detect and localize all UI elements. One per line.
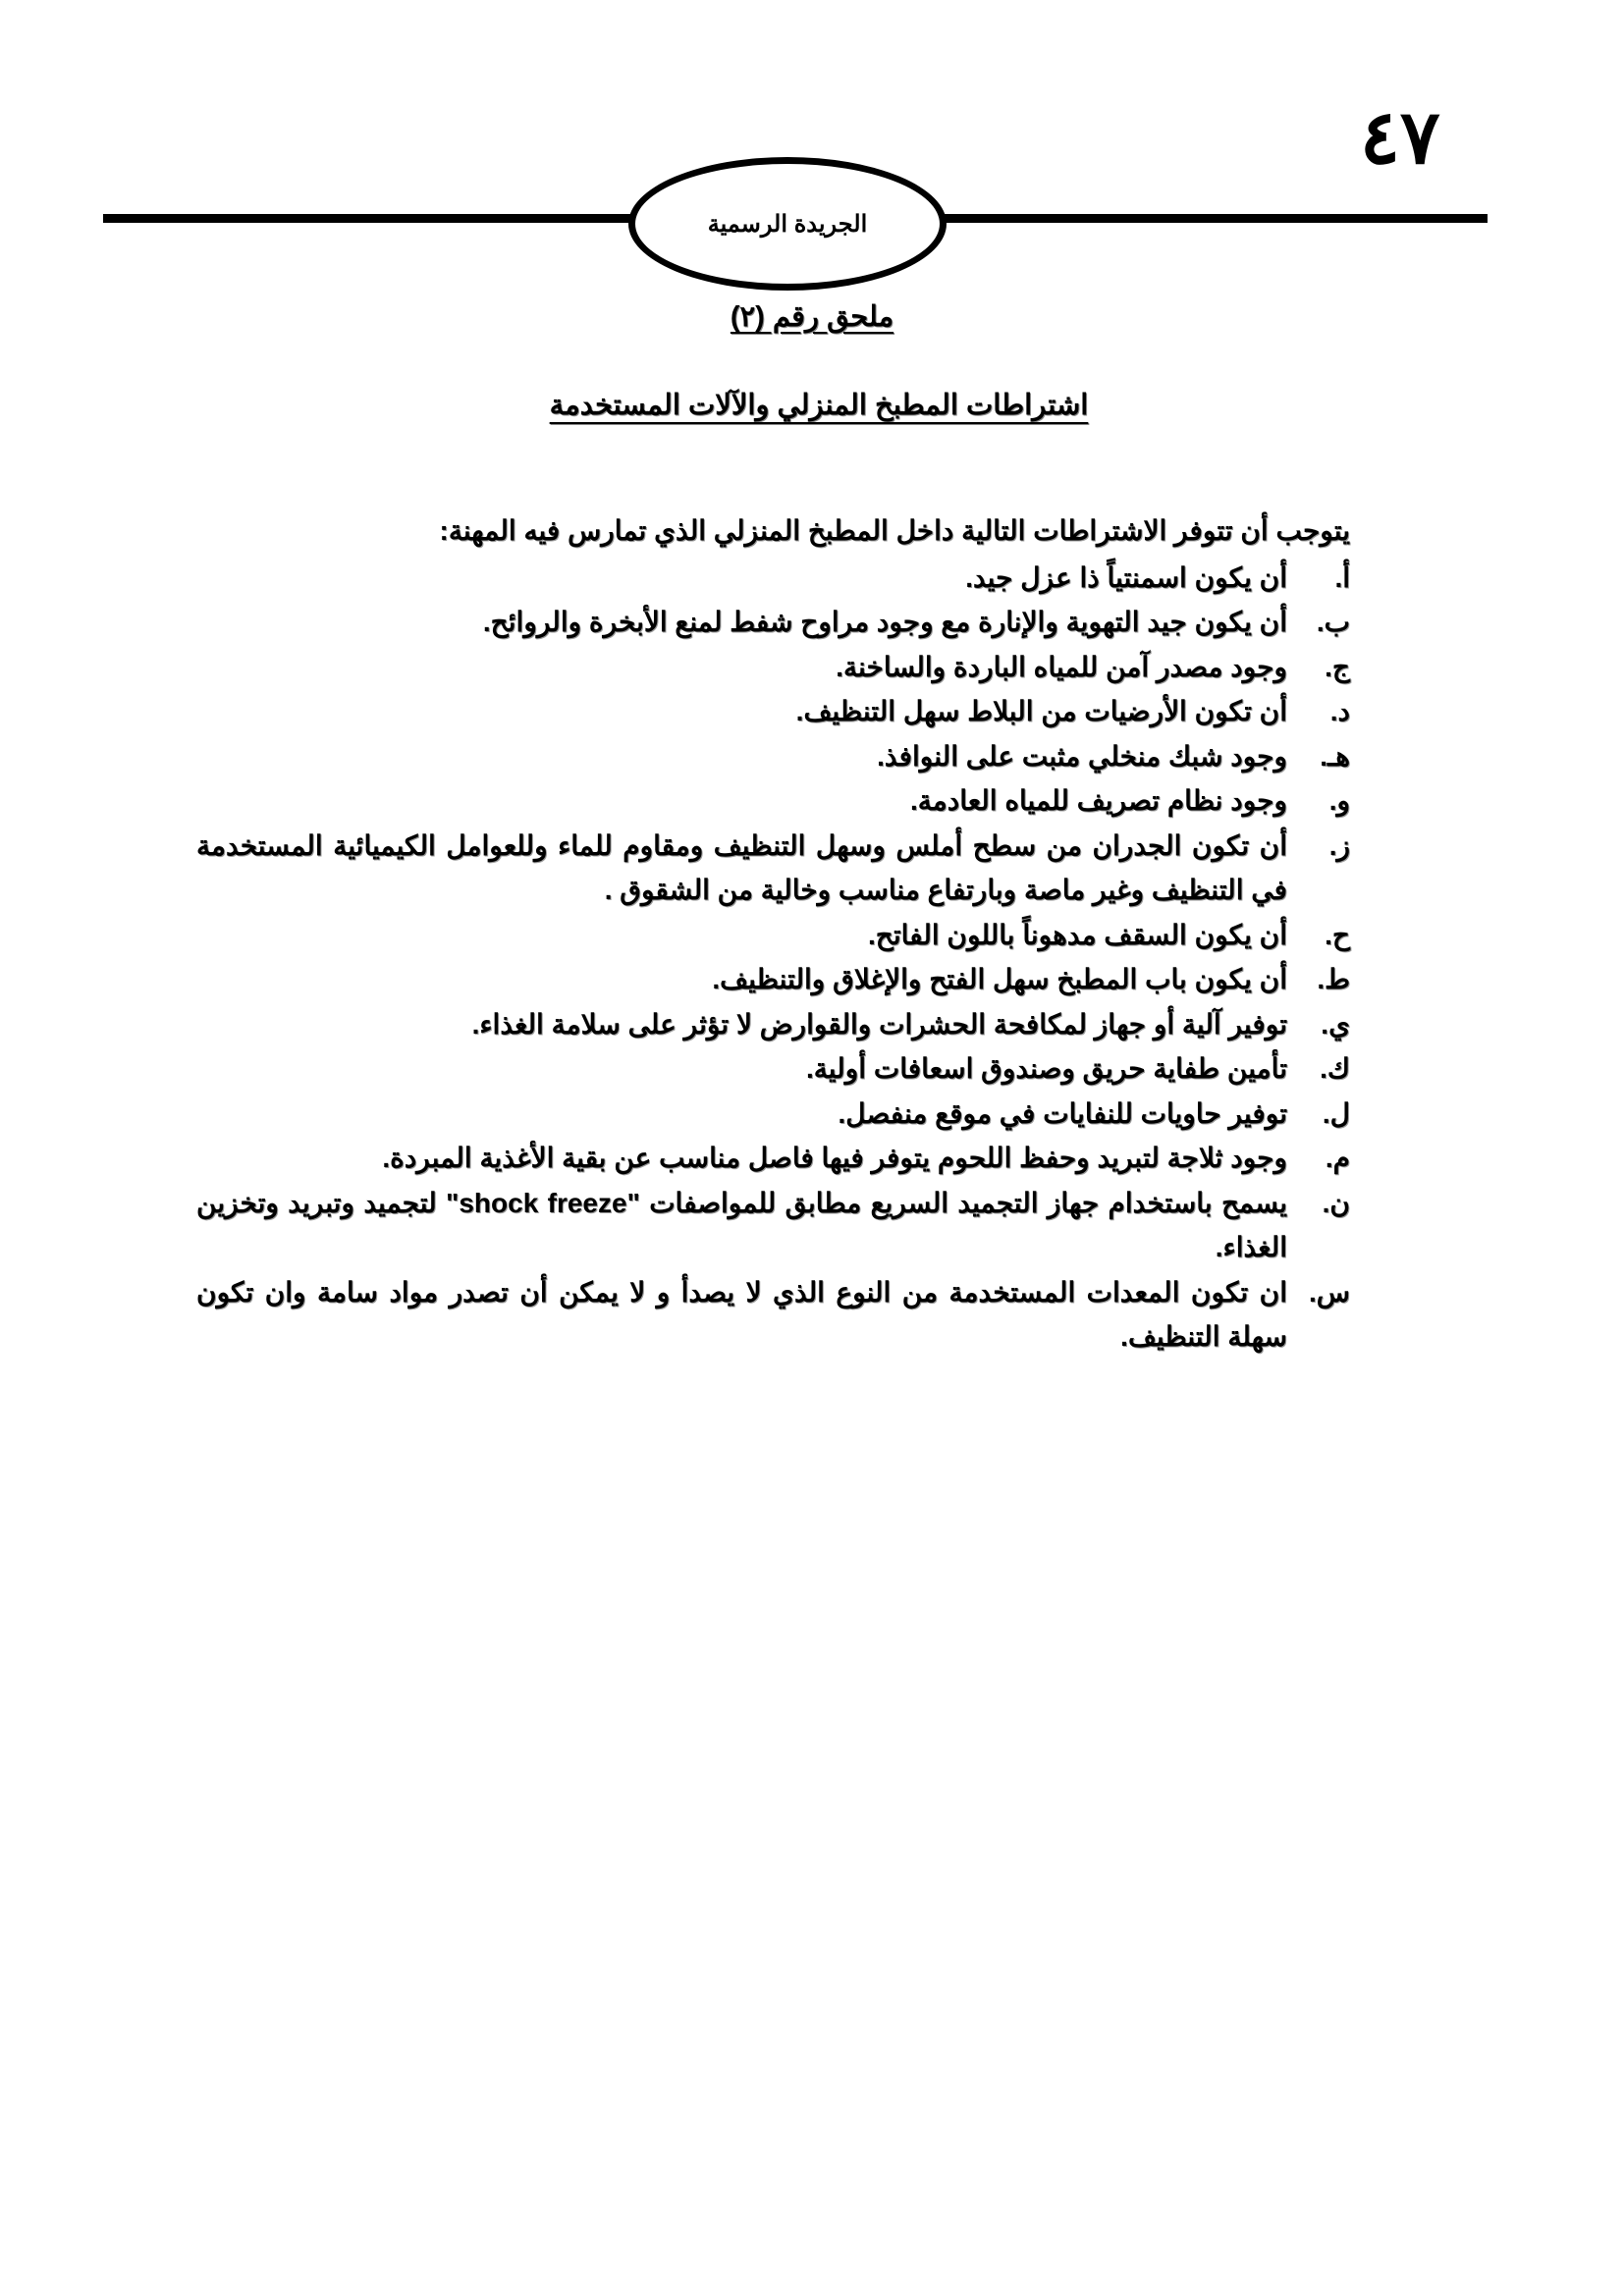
item-text: أن يكون اسمنتياً ذا عزل جيد. [965, 561, 1287, 593]
list-item [196, 1092, 1350, 1137]
item-marker: س. [1309, 1276, 1350, 1308]
page-number: ٤٧ [1360, 93, 1440, 181]
item-text: توفير آلية أو جهاز لمكافحة الحشرات والقوارض لا تؤثر على سلامة الغذاء. [471, 1008, 1287, 1040]
item-marker: ل. [1322, 1097, 1350, 1129]
list-item [196, 1002, 1350, 1047]
item-marker: ح. [1325, 919, 1350, 950]
list-item [196, 734, 1350, 779]
item-marker: ج. [1325, 651, 1350, 682]
item-marker: د. [1329, 696, 1350, 726]
item-text: وجود شبك منخلي مثبت على النوافذ. [877, 740, 1287, 772]
item-text: أن يكون باب المطبخ سهل الفتح والإغلاق والتنظيف. [712, 964, 1287, 994]
list-item [196, 1136, 1350, 1181]
item-marker: هـ. [1320, 740, 1350, 772]
item-text: أن يكون جيد التهوية والإنارة مع وجود مراوح شفط لمنع الأبخرة والروائح. [482, 607, 1287, 637]
annex-label: ملحق رقم (٢) [730, 301, 894, 333]
item-marker: ط. [1317, 964, 1350, 994]
item-text: وجود مصدر آمن للمياه الباردة والساخنة. [836, 651, 1287, 682]
item-marker: أ. [1334, 561, 1350, 593]
item-text: أن تكون الأرضيات من البلاط سهل التنظيف. [795, 696, 1287, 726]
list-item [196, 913, 1350, 958]
document-title [0, 388, 1624, 422]
item-marker: ب. [1316, 607, 1350, 637]
item-marker: ك. [1320, 1053, 1350, 1084]
list-item [196, 778, 1350, 824]
item-text: أن يكون السقف مدهوناً باللون الفاتح. [867, 919, 1287, 950]
item-text: وجود ثلاجة لتبريد وحفظ اللحوم يتوفر فيها فاصل مناسب عن بقية الأغذية المبردة. [382, 1143, 1287, 1173]
list-item [196, 1270, 1350, 1360]
item-marker: م. [1325, 1143, 1350, 1173]
item-text: وجود نظام تصريف للمياه العادمة. [909, 785, 1287, 816]
item-text: أن تكون الجدران من سطح أملس وسهل التنظيف ومقاوم للماء وللعوامل الكيميائية المستخدمة في التنظيف وغير ماصة وبارتفاع مناسب وخالية من الشقوق . [196, 829, 1287, 905]
intro-paragraph: يتوجب أن تتوفر الاشتراطات التالية داخل المطبخ المنزلي الذي تمارس فيه المهنة: [439, 515, 1350, 546]
gazette-label: الجريدة الرسمية [707, 210, 868, 238]
title-text: اشتراطات المطبخ المنزلي والآلات المستخدمة [549, 390, 1089, 421]
item-marker: ي. [1321, 1008, 1350, 1040]
list-item [196, 645, 1350, 690]
item-marker: ن. [1322, 1187, 1350, 1218]
requirements-list [196, 508, 1350, 1360]
list-item [196, 957, 1350, 1002]
list-item [196, 600, 1350, 645]
item-text: توفير حاويات للنفايات في موقع منفصل. [838, 1097, 1287, 1129]
gazette-seal [628, 157, 947, 291]
item-marker: ز. [1328, 829, 1350, 861]
item-text: يسمح باستخدام جهاز التجميد السريع مطابق للمواصفات "shock freeze" لتجميد وتبريد وتخزين الغذاء. [196, 1187, 1288, 1262]
item-text: تأمين طفاية حريق وصندوق اسعافات أولية. [806, 1053, 1287, 1084]
list-item [196, 1181, 1350, 1270]
item-marker: و. [1328, 785, 1350, 816]
annex-heading [0, 299, 1624, 334]
list-item [196, 1046, 1350, 1092]
list-item [196, 689, 1350, 734]
item-text: ان تكون المعدات المستخدمة من النوع الذي لا يصدأ و لا يمكن أن تصدر مواد سامة وان تكون سهلة التنظيف. [196, 1276, 1287, 1352]
list-item [196, 824, 1350, 913]
list-item [196, 556, 1350, 601]
